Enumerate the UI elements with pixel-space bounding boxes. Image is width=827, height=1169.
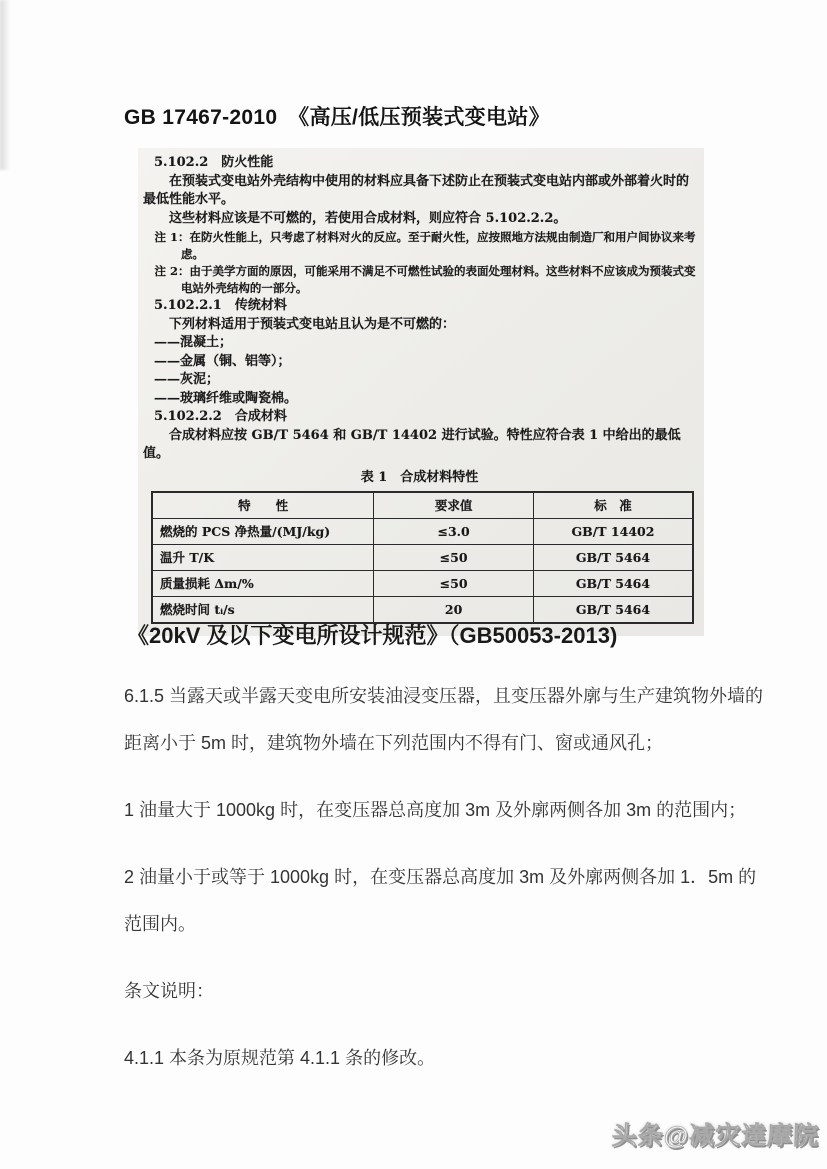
notes-label: 条文说明： [124,981,214,1001]
header-cell-standard: 标 准 [533,492,693,519]
clause-heading-traditional-materials: 5.102.2.1 传统材料 [154,298,287,313]
table-cell: 燃烧时间 tᵢ/s [152,597,374,624]
clause-item-2: 2 油量小于或等于 1000kg 时，在变压器总高度加 3m 及外廓两侧各加 1．5m 的范围内。 [124,867,757,934]
standard2-title: 《20kV 及以下变电所设计规范》（GB50053-2013) [127,623,618,648]
list-item: ——金属（铜、铝等）； [154,353,291,369]
header-cell-characteristic: 特 性 [152,492,374,519]
paragraph: 在预装式变电站外壳结构中使用的材料应具备下述防止在预装式变电站内部或外部着火时的最低性能水平。 [143,173,690,207]
scan-edge-shadow [0,0,10,170]
table-cell: GB/T 5464 [533,545,693,571]
clause-6-1-5: 6.1.5 当露天或半露天变电所安装油浸变压器，且变压器外廓与生产建筑物外墙的距离小于 5m 时，建筑物外墙在下列范围内不得有门、窗或通风孔； [124,686,764,753]
table-cell: ≤3.0 [374,519,534,545]
clause-heading-synthetic-materials: 5.102.2.2 合成材料 [154,409,287,424]
standard1-title: GB 17467-2010 《高压/低压预装式变电站》 [124,106,550,129]
note-1: 注 1：在防火性能上，只考虑了材料对火的反应。至于耐火性，应按照地方法规由制造厂和用户间协议来考虑。 [154,230,696,261]
table-cell: GB/T 5464 [533,571,693,597]
list-item: ——灰泥； [154,372,220,387]
paragraph: 合成材料应按 GB/T 5464 和 GB/T 14402 进行试验。特性应符合表 1 中给出的最低值。 [143,427,681,461]
list-item: ——玻璃纤维或陶瓷棉。 [154,390,298,406]
table-cell: GB/T 14402 [533,519,693,545]
header-cell-required-value: 要求值 [374,492,534,519]
paragraph: 下列材料适用于预装式变电站且认为是不可燃的： [169,316,456,332]
clause-4-1-1: 4.1.1 本条为原规范第 4.1.1 条的修改。 [124,1048,436,1068]
table-header-row [152,492,693,519]
table-row [152,519,693,545]
table-cell: GB/T 5464 [533,597,693,624]
clause-item-1: 1 油量大于 1000kg 时，在变压器总高度加 3m 及外廓两侧各加 3m 的范围内； [124,800,747,820]
toutiao-watermark: 头条@减灾達摩院 [611,1122,820,1150]
table-caption: 表 1 合成材料特性 [360,469,479,485]
table-cell: 温升 T/K [152,545,374,571]
list-item: ——混凝土； [154,335,233,350]
table-cell: 20 [374,597,534,624]
note-2: 注 2：由于美学方面的原因，可能采用不满足不可燃性试验的表面处理材料。这些材料不应该成为预装式变电站外壳结构的一部分。 [154,264,696,295]
table-cell: 燃烧的 PCS 净热量/(MJ/kg) [152,519,374,545]
table-cell: ≤50 [374,571,534,597]
standard2-body [124,673,766,1102]
scanned-standard-excerpt [138,148,704,636]
table-row [152,545,693,571]
table-cell: 质量损耗 Δm/% [152,571,374,597]
table-row [152,571,693,597]
paragraph: 这些材料应该是不可燃的，若使用合成材料，则应符合 5.102.2.2。 [169,210,567,226]
materials-table [151,491,694,624]
clause-heading-fire-performance: 5.102.2 防火性能 [154,155,274,170]
table-cell: ≤50 [374,545,534,571]
